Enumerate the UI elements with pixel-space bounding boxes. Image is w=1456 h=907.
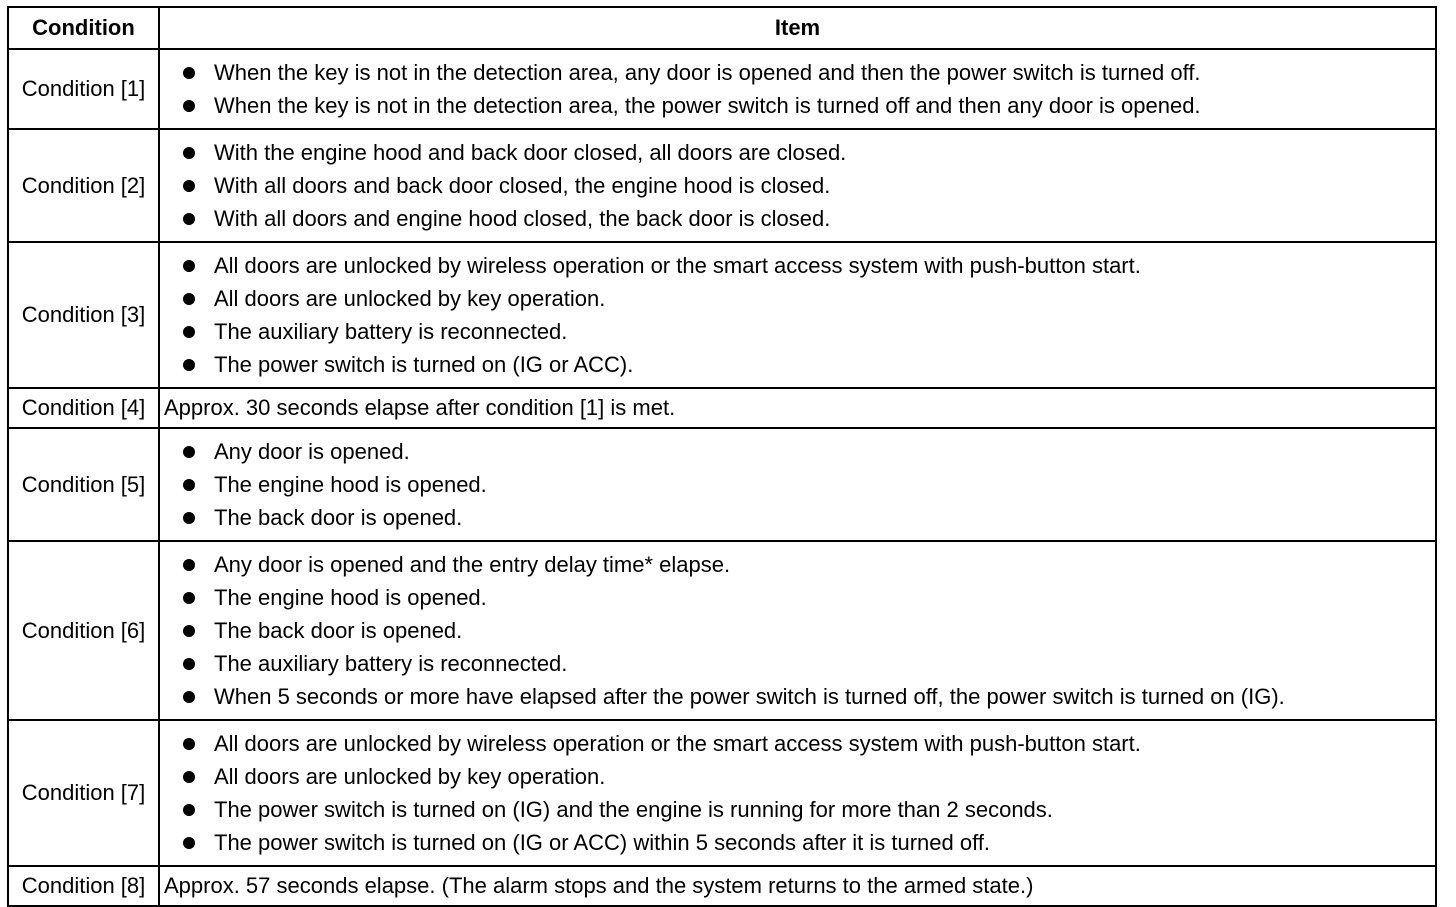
- bullet-icon: [183, 100, 195, 112]
- bullet-icon: [183, 691, 195, 703]
- list-item: [164, 826, 1435, 859]
- bullet-icon: [183, 326, 195, 338]
- condition-label: Condition [1]: [8, 49, 159, 129]
- bullet-icon: [183, 293, 195, 305]
- item-text: The back door is opened.: [214, 618, 463, 643]
- item-text: Any door is opened.: [214, 439, 410, 464]
- item-text: When 5 seconds or more have elapsed after the power switch is turned off, the power switch is turned on (IG).: [214, 684, 1285, 709]
- condition-label: Condition [5]: [8, 428, 159, 541]
- bullet-icon: [183, 771, 195, 783]
- item-text: All doors are unlocked by key operation.: [214, 286, 606, 311]
- condition-label: Condition [7]: [8, 720, 159, 866]
- item-text: Approx. 57 seconds elapse. (The alarm stops and the system returns to the armed state.): [164, 873, 1034, 898]
- item-text: The power switch is turned on (IG) and the engine is running for more than 2 seconds.: [214, 797, 1053, 822]
- bullet-icon: [183, 446, 195, 458]
- item-bullet-list: [160, 50, 1435, 128]
- item-cell: [159, 49, 1436, 129]
- item-text: The power switch is turned on (IG or ACC) within 5 seconds after it is turned off.: [214, 830, 991, 855]
- header-item: Item: [159, 7, 1436, 49]
- item-text: The auxiliary battery is reconnected.: [214, 319, 568, 344]
- table-row: [8, 388, 1436, 428]
- list-item: [164, 793, 1435, 826]
- table-row: [8, 720, 1436, 866]
- item-cell: [159, 720, 1436, 866]
- list-item: [164, 614, 1435, 647]
- item-text: All doors are unlocked by wireless operation or the smart access system with push-button start.: [214, 253, 1141, 278]
- item-text: Any door is opened and the entry delay time* elapse.: [214, 552, 731, 577]
- list-item: [164, 249, 1435, 282]
- bullet-icon: [183, 260, 195, 272]
- item-text: The power switch is turned on (IG or ACC).: [214, 352, 634, 377]
- table-row: [8, 541, 1436, 720]
- list-item: [164, 89, 1435, 122]
- item-text: All doors are unlocked by key operation.: [214, 764, 606, 789]
- item-text: The engine hood is opened.: [214, 472, 487, 497]
- bullet-icon: [183, 658, 195, 670]
- item-text: Approx. 30 seconds elapse after condition [1] is met.: [164, 395, 676, 420]
- bullet-icon: [183, 147, 195, 159]
- bullet-icon: [183, 559, 195, 571]
- list-item: [164, 435, 1435, 468]
- item-bullet-list: [160, 721, 1435, 865]
- item-bullet-list: [160, 542, 1435, 719]
- item-bullet-list: [160, 429, 1435, 540]
- item-text: The engine hood is opened.: [214, 585, 487, 610]
- item-text: The back door is opened.: [214, 505, 463, 530]
- list-item: [164, 468, 1435, 501]
- condition-label: Condition [2]: [8, 129, 159, 242]
- bullet-icon: [183, 738, 195, 750]
- condition-label: Condition [6]: [8, 541, 159, 720]
- table-row: [8, 428, 1436, 541]
- list-item: [164, 727, 1435, 760]
- item-text: With all doors and back door closed, the engine hood is closed.: [214, 173, 831, 198]
- item-bullet-list: [160, 130, 1435, 241]
- list-item: [164, 680, 1435, 713]
- list-item: [164, 282, 1435, 315]
- bullet-icon: [183, 180, 195, 192]
- list-item: [164, 501, 1435, 534]
- bullet-icon: [183, 479, 195, 491]
- item-cell: [159, 242, 1436, 388]
- list-item: [164, 169, 1435, 202]
- condition-label: Condition [8]: [8, 866, 159, 906]
- item-text: The auxiliary battery is reconnected.: [214, 651, 568, 676]
- item-text: With the engine hood and back door closed, all doors are closed.: [214, 140, 847, 165]
- bullet-icon: [183, 804, 195, 816]
- list-item: [164, 760, 1435, 793]
- item-cell: [159, 129, 1436, 242]
- table-body: [8, 49, 1436, 906]
- bullet-icon: [183, 67, 195, 79]
- table-row: [8, 129, 1436, 242]
- bullet-icon: [183, 625, 195, 637]
- item-bullet-list: [160, 243, 1435, 387]
- bullet-icon: [183, 359, 195, 371]
- condition-label: Condition [3]: [8, 242, 159, 388]
- list-item: [164, 548, 1435, 581]
- list-item: [164, 348, 1435, 381]
- item-cell: [159, 866, 1436, 906]
- item-text: When the key is not in the detection area, the power switch is turned off and then any door is opened.: [214, 93, 1201, 118]
- item-text: When the key is not in the detection area, any door is opened and then the power switch is turned off.: [214, 60, 1201, 85]
- list-item: [164, 56, 1435, 89]
- list-item: [164, 136, 1435, 169]
- table-row: [8, 49, 1436, 129]
- list-item: [164, 315, 1435, 348]
- item-cell: [159, 541, 1436, 720]
- item-cell: [159, 428, 1436, 541]
- condition-label: Condition [4]: [8, 388, 159, 428]
- conditions-table: [7, 6, 1437, 907]
- item-cell: [159, 388, 1436, 428]
- list-item: [164, 202, 1435, 235]
- table-header: [8, 7, 1436, 49]
- header-condition: Condition: [8, 7, 159, 49]
- item-text: All doors are unlocked by wireless operation or the smart access system with push-button start.: [214, 731, 1141, 756]
- bullet-icon: [183, 592, 195, 604]
- table-row: [8, 242, 1436, 388]
- list-item: [164, 647, 1435, 680]
- table-row: [8, 866, 1436, 906]
- bullet-icon: [183, 837, 195, 849]
- bullet-icon: [183, 213, 195, 225]
- item-text: With all doors and engine hood closed, the back door is closed.: [214, 206, 831, 231]
- header-row: [8, 7, 1436, 49]
- list-item: [164, 581, 1435, 614]
- bullet-icon: [183, 512, 195, 524]
